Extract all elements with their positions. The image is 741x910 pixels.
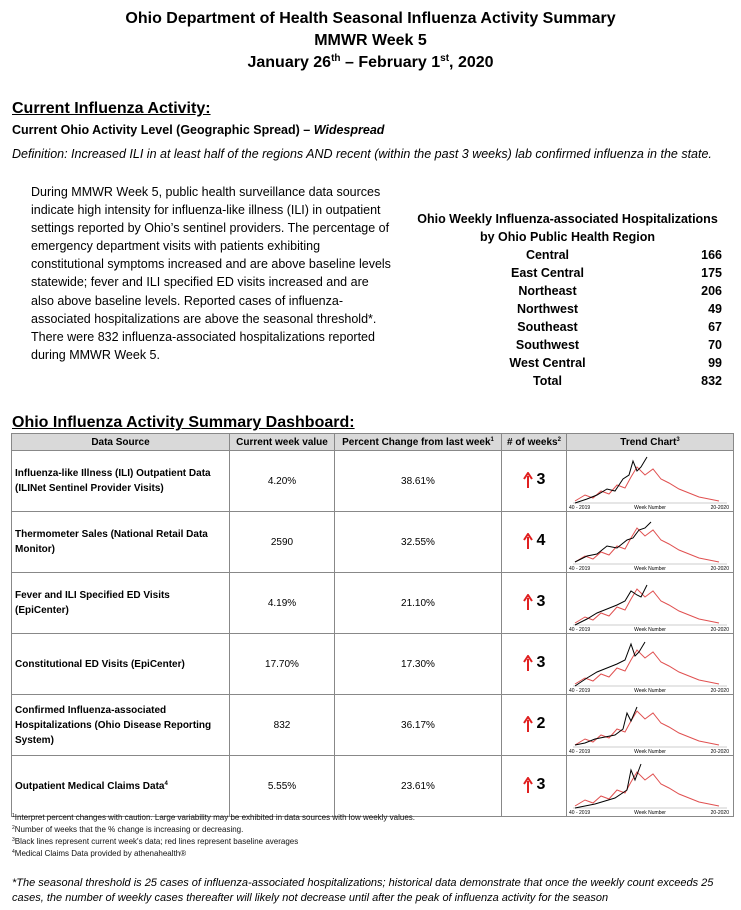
hosp-row xyxy=(405,354,730,372)
percent-change-cell: 21.10% xyxy=(335,573,502,634)
footnote-marker: 4 xyxy=(164,780,168,787)
summary-paragraph: During MMWR Week 5, public health surveillance data sources indicate high intensity for influenza-like illness (ILI) in outpatient settings reported by Ohio’s sentinel providers. The percentage of emergency department visits with patients exhibiting constitutional symptoms increased and are above baseline levels statewide; fever and ILI specified ED visits increased and are also above baseline levels. Reported cases of influenza-associated hospitalizations are above the seasonal threshold*. There were 832 influenza-associated hospitalizations reported during MMWR Week 5. xyxy=(31,185,391,362)
hosp-count: 175 xyxy=(701,266,722,280)
dashboard-heading: Ohio Influenza Activity Summary Dashboard: xyxy=(12,414,355,431)
dashboard-header-row xyxy=(12,434,734,451)
trend-label-end: 20-2020 xyxy=(710,627,729,633)
weeks-cell xyxy=(502,634,567,695)
weeks-indicator xyxy=(523,471,546,489)
trend-label-start: 40 - 2019 xyxy=(569,505,591,511)
dashboard-row xyxy=(12,573,734,634)
footnote: $^2$Number of weeks that the % change is increasing or decreasing. xyxy=(12,825,244,834)
trend-chart xyxy=(567,573,734,633)
hosp-row xyxy=(405,300,730,318)
dashboard-row xyxy=(12,451,734,512)
col-weeks: # of weeks$^2$ xyxy=(502,434,567,451)
trend-cell xyxy=(567,695,734,756)
dashboard-row xyxy=(12,634,734,695)
hosp-region: Central xyxy=(525,248,570,262)
threshold-note: *The seasonal threshold is 25 cases of influenza-associated hospitalizations; historical data demonstrate that once the weekly count exceeds 25 cases, the number of weekly cases thereafter will likely not decrease until after the peak of influenza activity for the season xyxy=(12,877,714,904)
trend-current-line xyxy=(575,457,647,503)
weeks-count: 2 xyxy=(536,715,546,732)
weeks-cell xyxy=(502,451,567,512)
up-arrow-icon xyxy=(523,777,533,793)
trend-current-line xyxy=(575,764,641,808)
trend-current-line xyxy=(575,522,651,562)
activity-level-value: Widespread xyxy=(313,123,385,137)
hosp-region: East Central xyxy=(511,266,584,280)
hospitalizations-title-1: Ohio Weekly Influenza-associated Hospitalizations xyxy=(417,212,718,226)
hosp-region: Southwest xyxy=(515,338,580,352)
col-trend-chart: Trend Chart$^3$ xyxy=(567,434,734,451)
data-source-line: Fever and ILI Specified ED Visits xyxy=(15,590,170,601)
weeks-indicator xyxy=(523,532,546,550)
percent-change-cell: 17.30% xyxy=(335,634,502,695)
up-arrow-icon xyxy=(523,533,533,549)
weeks-cell xyxy=(502,756,567,817)
hospitalizations-table xyxy=(405,210,730,390)
data-source-line: Hospitalizations (Ohio Disease Reporting xyxy=(15,719,212,731)
weeks-indicator xyxy=(523,654,546,672)
current-value-cell: 5.55% xyxy=(230,756,335,817)
data-source-line: (EpiCenter) xyxy=(15,605,69,616)
hosp-row xyxy=(405,372,730,390)
trend-label-end: 20-2020 xyxy=(710,566,729,572)
trend-cell xyxy=(567,756,734,817)
footnote: $^1$Interpret percent changes with caution. Large variability may be exhibited in data sources with low weekly values. xyxy=(12,813,415,822)
trend-label-start: 40 - 2019 xyxy=(569,566,591,572)
data-source-line: Monitor) xyxy=(15,544,55,555)
trend-baseline-line xyxy=(575,711,719,745)
hosp-region: Southeast xyxy=(517,320,578,334)
weeks-count: 3 xyxy=(536,471,546,488)
hosp-row xyxy=(405,282,730,300)
col-percent-change: Percent Change from last week$^1$ xyxy=(335,434,502,451)
hosp-count: 99 xyxy=(708,356,722,370)
data-source-cell xyxy=(12,634,230,695)
current-value-cell: 4.19% xyxy=(230,573,335,634)
data-source-cell xyxy=(12,695,230,756)
trend-label-mid: Week Number xyxy=(634,688,666,694)
trend-baseline-line xyxy=(575,528,719,562)
hosp-count: 206 xyxy=(701,284,722,298)
col-data-source: Data Source xyxy=(12,434,230,451)
report-title: Ohio Department of Health Seasonal Influenza Activity Summary xyxy=(125,10,616,27)
trend-label-end: 20-2020 xyxy=(710,749,729,755)
hosp-row xyxy=(405,336,730,354)
up-arrow-icon xyxy=(523,594,533,610)
hosp-region: Northwest xyxy=(516,302,579,316)
weeks-count: 3 xyxy=(536,593,546,610)
trend-chart xyxy=(567,634,734,694)
percent-change-cell: 36.17% xyxy=(335,695,502,756)
current-value-cell: 4.20% xyxy=(230,451,335,512)
trend-baseline-line xyxy=(575,467,719,501)
dashboard-row xyxy=(12,695,734,756)
trend-label-start: 40 - 2019 xyxy=(569,627,591,633)
col-current-week: Current week value xyxy=(230,434,335,451)
hosp-region: West Central xyxy=(509,356,586,370)
weeks-cell xyxy=(502,573,567,634)
trend-label-end: 20-2020 xyxy=(710,688,729,694)
hosp-count: 70 xyxy=(708,338,722,352)
trend-label-mid: Week Number xyxy=(634,749,666,755)
footnote: $^4$Medical Claims Data provided by athenahealth® xyxy=(12,849,187,858)
hosp-count: 49 xyxy=(708,302,722,316)
trend-label-mid: Week Number xyxy=(634,627,666,633)
hosp-count: 67 xyxy=(708,320,722,334)
data-source-cell xyxy=(12,512,230,573)
data-source-line: Thermometer Sales (National Retail Data xyxy=(15,529,208,540)
footnotes xyxy=(12,812,415,860)
hospitalizations-title-2: by Ohio Public Health Region xyxy=(479,230,655,244)
trend-cell xyxy=(567,634,734,695)
trend-label-start: 40 - 2019 xyxy=(569,810,591,816)
hosp-count: 166 xyxy=(701,248,722,262)
weeks-indicator xyxy=(523,776,546,794)
weeks-cell xyxy=(502,512,567,573)
activity-level: Current Ohio Activity Level (Geographic Spread) – Widespread xyxy=(12,123,385,137)
trend-label-mid: Week Number xyxy=(634,566,666,572)
hosp-row xyxy=(405,246,730,264)
trend-label-end: 20-2020 xyxy=(710,810,729,816)
percent-change-cell: 32.55% xyxy=(335,512,502,573)
hosp-row xyxy=(405,264,730,282)
percent-change-cell: 38.61% xyxy=(335,451,502,512)
data-source-line: Constitutional ED Visits (EpiCenter) xyxy=(15,658,185,670)
trend-chart xyxy=(567,451,734,511)
weeks-count: 3 xyxy=(536,654,546,671)
dashboard-row xyxy=(12,756,734,817)
hosp-region: Northeast xyxy=(518,284,577,298)
current-value-cell: 17.70% xyxy=(230,634,335,695)
data-source-cell xyxy=(12,573,230,634)
data-source-line: Outpatient Medical Claims Data$^4$ xyxy=(15,780,168,792)
weeks-indicator xyxy=(523,593,546,611)
weeks-count: 4 xyxy=(536,532,546,549)
hosp-row xyxy=(405,318,730,336)
trend-label-end: 20-2020 xyxy=(710,505,729,511)
trend-chart xyxy=(567,695,734,755)
data-source-cell xyxy=(12,756,230,817)
up-arrow-icon xyxy=(523,655,533,671)
percent-change-cell: 23.61% xyxy=(335,756,502,817)
trend-label-mid: Week Number xyxy=(634,505,666,511)
trend-label-start: 40 - 2019 xyxy=(569,749,591,755)
data-source-line: (ILINet Sentinel Provider Visits) xyxy=(15,483,164,494)
activity-definition: Definition: Increased ILI in at least half of the regions AND recent (within the past 3 weeks) lab confirmed influenza in the state. xyxy=(12,147,712,161)
hosp-region: Total xyxy=(533,374,562,388)
report-header xyxy=(0,8,741,74)
trend-cell xyxy=(567,451,734,512)
hosp-count: 832 xyxy=(701,374,722,388)
trend-cell xyxy=(567,512,734,573)
weeks-count: 3 xyxy=(536,776,546,793)
report-date-range: January 26th – February 1st, 2020 xyxy=(247,53,494,71)
up-arrow-icon xyxy=(523,472,533,488)
trend-baseline-line xyxy=(575,650,719,684)
up-arrow-icon xyxy=(523,716,533,732)
current-activity-heading: Current Influenza Activity: xyxy=(12,100,211,117)
trend-label-start: 40 - 2019 xyxy=(569,688,591,694)
trend-cell xyxy=(567,573,734,634)
trend-chart xyxy=(567,756,734,816)
data-source-line: System) xyxy=(15,734,54,746)
dashboard-table xyxy=(11,433,734,817)
data-source-line: Influenza-like Illness (ILI) Outpatient Data xyxy=(15,468,211,479)
trend-baseline-line xyxy=(575,589,719,623)
current-value-cell: 2590 xyxy=(230,512,335,573)
data-source-cell xyxy=(12,451,230,512)
weeks-indicator xyxy=(523,715,546,733)
trend-chart xyxy=(567,512,734,572)
data-source-line: Confirmed Influenza-associated xyxy=(15,704,167,716)
report-week: MMWR Week 5 xyxy=(314,32,427,49)
current-value-cell: 832 xyxy=(230,695,335,756)
trend-current-line xyxy=(575,642,645,686)
footnote: $^3$Black lines represent current week's data; red lines represent baseline averages xyxy=(12,837,299,846)
trend-label-mid: Week Number xyxy=(634,810,666,816)
dashboard-row xyxy=(12,512,734,573)
weeks-cell xyxy=(502,695,567,756)
trend-baseline-line xyxy=(575,772,719,806)
